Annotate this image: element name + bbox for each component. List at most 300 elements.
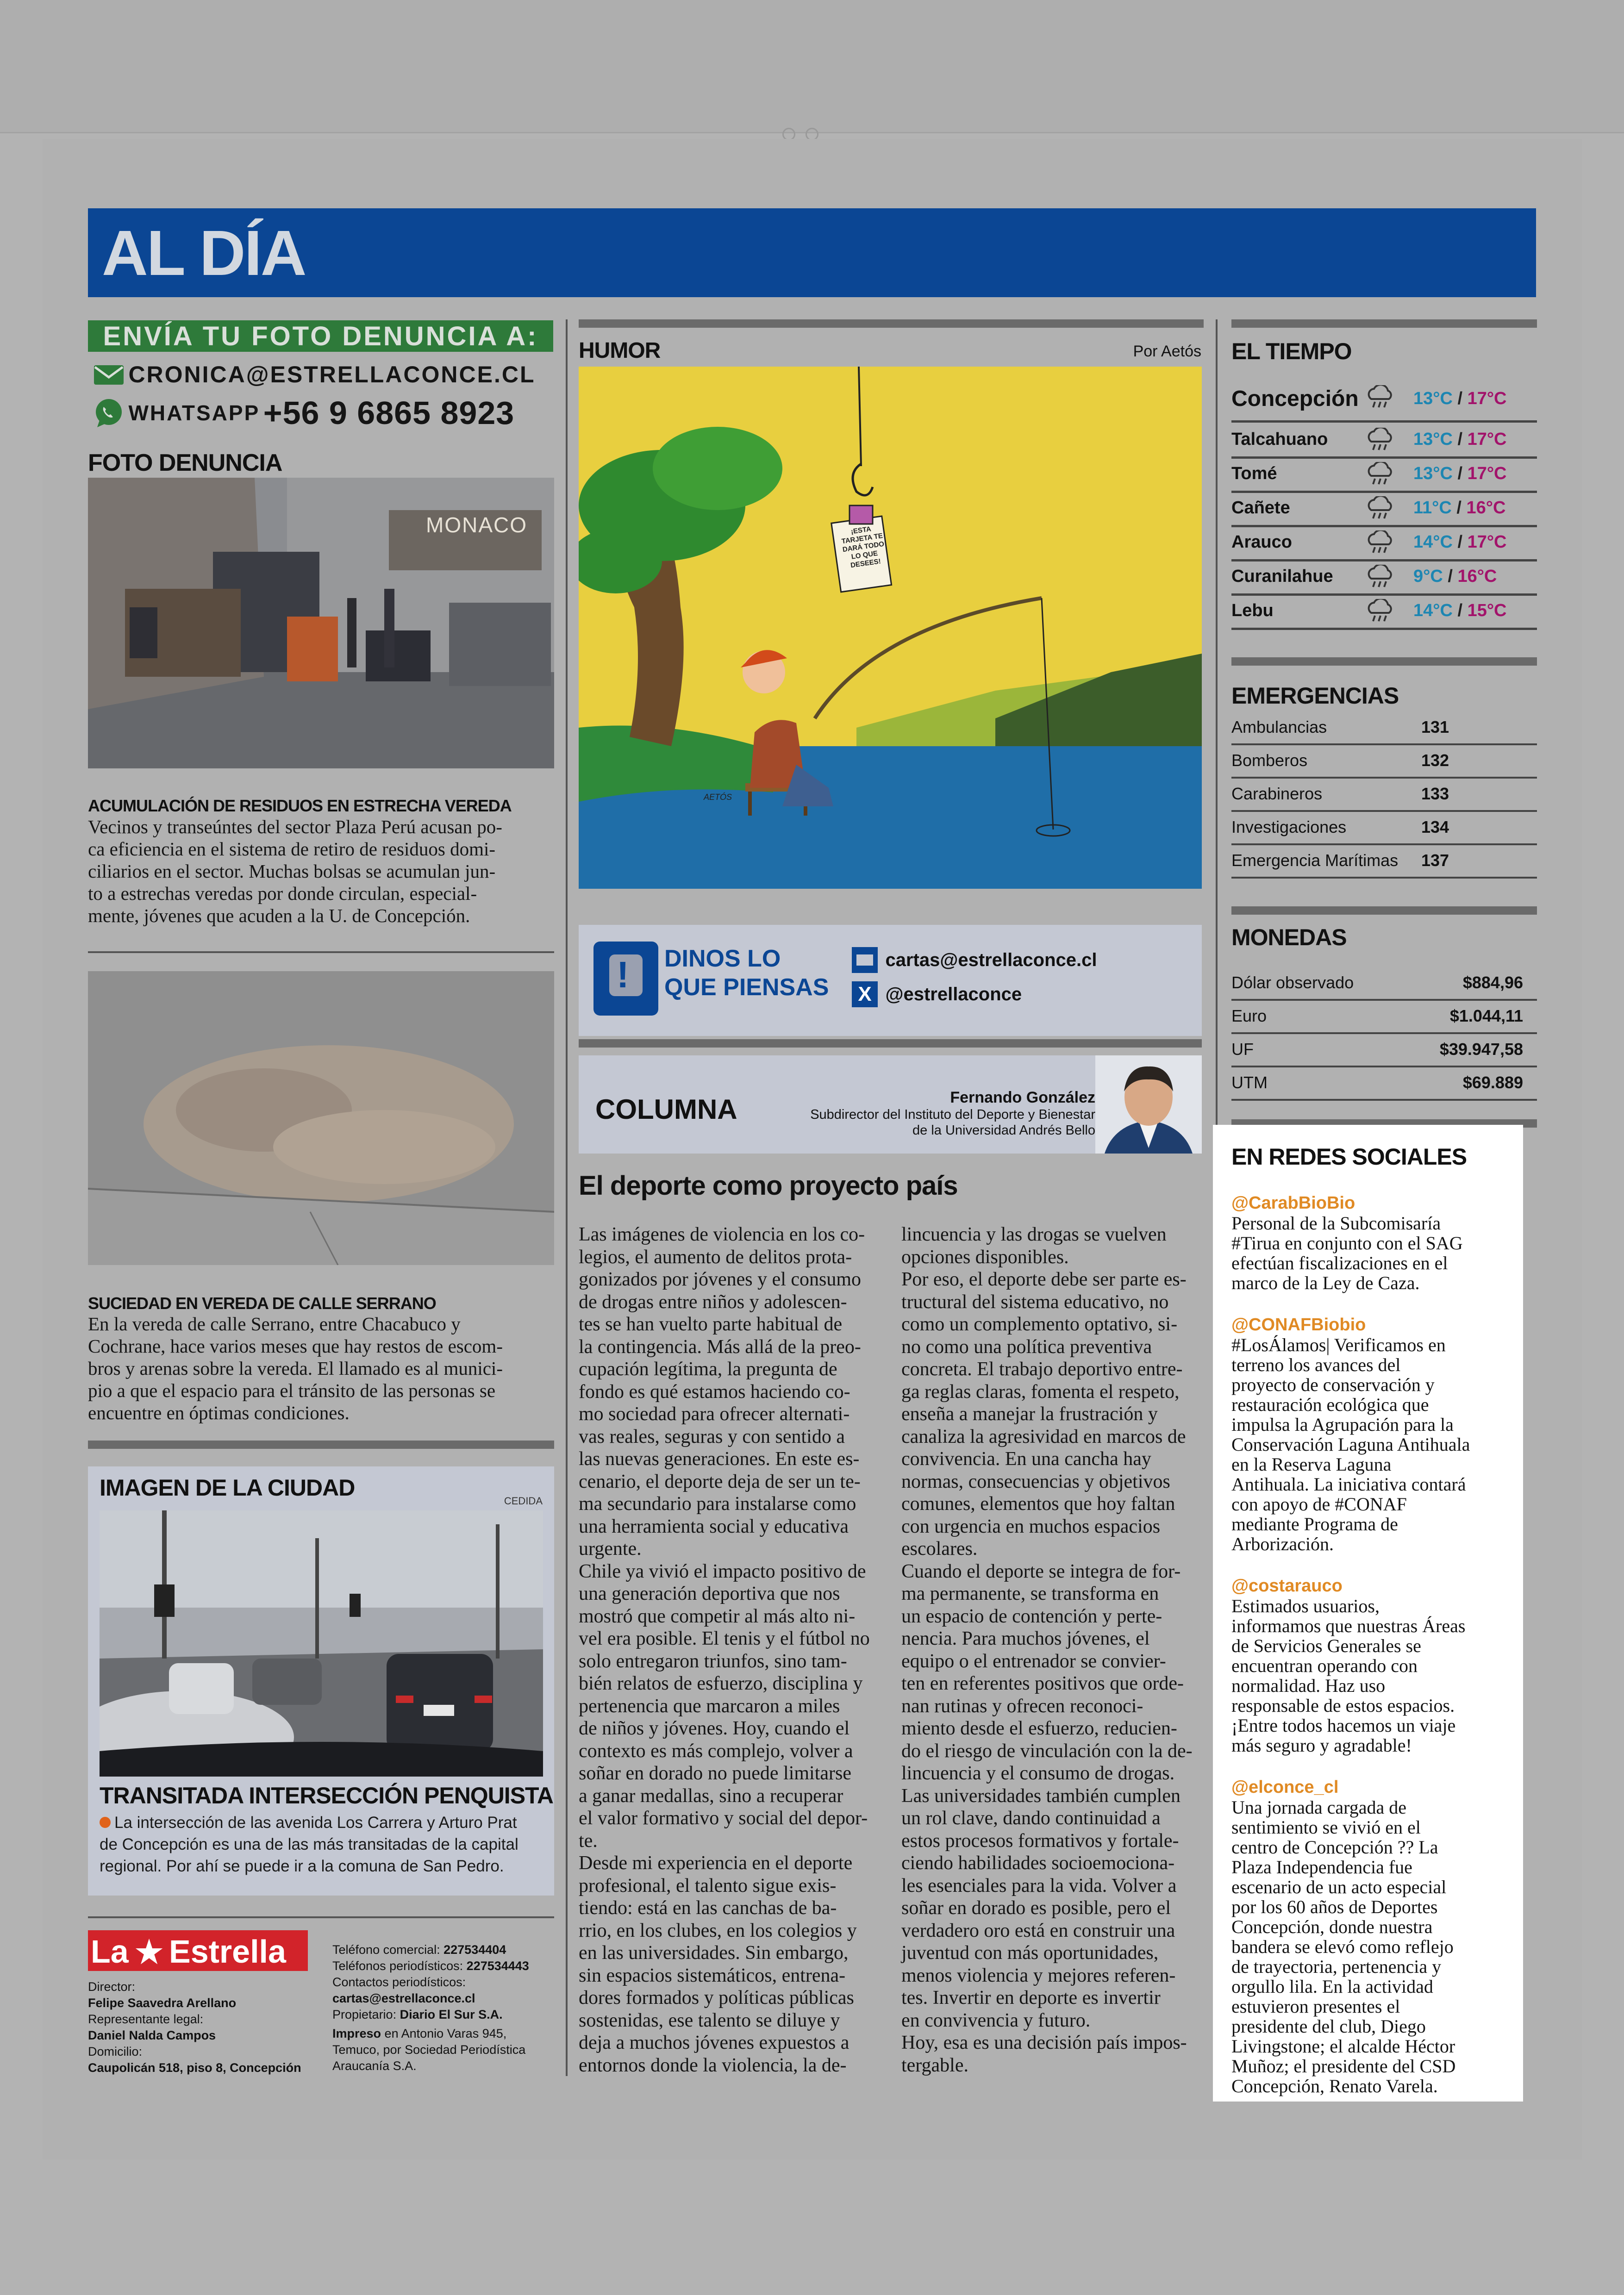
column-line: una herramienta social y educativa — [579, 1515, 849, 1537]
x-icon: X — [852, 981, 878, 1007]
column-line: nencia. Para muchos jóvenes, el — [901, 1628, 1150, 1649]
column-line: convivencia. En una cancha hay — [901, 1448, 1151, 1470]
weather-temps — [1413, 464, 1507, 484]
social-post-line: mediante Programa de — [1231, 1514, 1398, 1534]
cartoon-sign-text: ¡ESTA TARJETA TE DARÁ TODO LO QUE DESEES! — [841, 525, 885, 570]
staff-line: Director: — [88, 1980, 136, 1994]
column-line: con urgencia en muchos espacios — [901, 1515, 1161, 1537]
social-post — [1231, 1193, 1518, 1293]
emergency-row — [1231, 844, 1537, 879]
rain-cloud-icon — [1365, 565, 1394, 589]
divider-thick — [579, 319, 1204, 328]
dinos-panel — [579, 925, 1202, 1036]
column-line: dores formados y políticas públicas — [579, 1987, 854, 2008]
temp-low: 13°C — [1413, 464, 1453, 483]
column-line: urgente. — [579, 1538, 642, 1559]
trash-photo — [88, 478, 554, 768]
emergency-row — [1231, 811, 1537, 845]
social-post-line: Concepción, Renato Varela. — [1231, 2076, 1438, 2096]
currency-row — [1231, 1066, 1537, 1101]
emergencias-title: EMERGENCIAS — [1231, 683, 1399, 709]
column-line: Desde mi experiencia en el deporte — [579, 1852, 853, 1874]
social-post-line: terreno los avances del — [1231, 1354, 1401, 1375]
social-post-line: Conservación Laguna Antihuala — [1231, 1434, 1470, 1455]
weather-row — [1231, 594, 1537, 630]
currency-label: Euro — [1231, 1006, 1267, 1025]
column-line: comunes, elementos que hoy faltan — [901, 1493, 1175, 1515]
currency-label: Dólar observado — [1231, 973, 1354, 992]
temp-low: 14°C — [1413, 601, 1453, 620]
staff-line: Domicilio: — [88, 2045, 143, 2058]
column-text-right — [901, 1223, 1207, 2077]
currency-value: $884,96 — [1462, 973, 1523, 992]
column-line: do el riesgo de vinculación con la de- — [901, 1740, 1193, 1762]
column-line: una generación deportiva que nos — [579, 1583, 840, 1604]
column-line: sostenidas, ese talento se diluye y — [579, 2009, 840, 2031]
column-line: normas, consecuencias y objetivos — [901, 1471, 1170, 1492]
column-line: mo sociedad para ofrecer alternati- — [579, 1403, 850, 1425]
item2-line: En la vereda de calle Serrano, entre Chacabuco y — [88, 1313, 461, 1335]
column-line: de drogas entre niños y adolescen- — [579, 1291, 847, 1313]
weather-city: Cañete — [1231, 498, 1290, 518]
column-line: te. — [579, 1830, 598, 1852]
emergency-label: Investigaciones — [1231, 817, 1347, 836]
column-text-left — [579, 1223, 884, 2077]
dinos-email[interactable]: cartas@estrellaconce.cl — [885, 949, 1097, 970]
column-line: ma secundario para instalarse como — [579, 1493, 856, 1515]
temp-high: 16°C — [1466, 498, 1506, 518]
temp-high: 17°C — [1467, 430, 1507, 449]
whatsapp-icon — [93, 397, 125, 429]
column-line: Hoy, esa es una decisión país impos- — [901, 2032, 1187, 2053]
social-post-body — [1231, 1213, 1518, 1293]
column-line: equipo o el entrenador se convier- — [901, 1650, 1166, 1672]
temp-low: 13°C — [1413, 389, 1453, 408]
mail-icon — [852, 947, 878, 973]
emergency-row — [1231, 744, 1537, 779]
column-line: ten en referentes positivos que orde- — [901, 1673, 1184, 1694]
weather-row — [1231, 457, 1537, 493]
social-post — [1231, 1777, 1518, 2096]
social-post-line: proyecto de conservación y — [1231, 1374, 1435, 1395]
logo-la: La — [91, 1933, 129, 1970]
social-post-line: de Servicios Generales se — [1231, 1635, 1421, 1656]
social-handle[interactable]: @elconce_cl — [1231, 1777, 1339, 1797]
column-line: enseña a manejar la frustración y — [901, 1403, 1158, 1425]
weather-city: Curanilahue — [1231, 567, 1333, 586]
social-post-line: #LosÁlamos| Verificamos en — [1231, 1335, 1446, 1355]
weather-temps — [1413, 532, 1507, 552]
temp-separator: / — [1452, 601, 1468, 620]
temp-separator: / — [1452, 532, 1468, 552]
currency-value: $39.947,58 — [1439, 1040, 1523, 1059]
dinos-label-line: QUE PIENSAS — [664, 974, 829, 1001]
city-image-panel — [88, 1466, 554, 1896]
emergency-row — [1231, 711, 1537, 745]
social-post-line: bandera se elevó como reflejo — [1231, 1936, 1454, 1957]
social-handle[interactable]: @costarauco — [1231, 1576, 1343, 1596]
staff-line: Daniel Nalda Campos — [88, 2028, 216, 2042]
social-post-line: orgullo lila. En la actividad — [1231, 1976, 1433, 1997]
monedas-title: MONEDAS — [1231, 924, 1347, 950]
column-line: no como una política preventiva — [901, 1336, 1152, 1358]
weather-row — [1231, 423, 1537, 459]
social-post-line: responsable de estos espacios. — [1231, 1695, 1455, 1716]
weather-temps — [1413, 389, 1507, 409]
photo-report-banner: ENVÍA TU FOTO DENUNCIA A: — [88, 320, 553, 352]
social-post-line: Antihuala. La iniciativa contará — [1231, 1474, 1466, 1495]
city-image-title: IMAGEN DE LA CIUDAD — [100, 1475, 355, 1501]
temp-separator: / — [1443, 567, 1458, 586]
weather-row — [1231, 492, 1537, 527]
social-post-line: encuentran operando con — [1231, 1655, 1418, 1676]
column-line: la contingencia. Más allá de la preo- — [579, 1336, 861, 1358]
temp-separator: / — [1452, 464, 1468, 483]
humor-author: Por Aetós — [1133, 343, 1201, 360]
social-post-line: con apoyo de #CONAF — [1231, 1494, 1407, 1515]
mail-icon — [93, 363, 125, 386]
emergency-label: Emergencia Marítimas — [1231, 851, 1399, 870]
contact-value: Diario El Sur S.A. — [400, 2008, 503, 2021]
column-line: Chile ya vivió el impacto positivo de — [579, 1560, 866, 1582]
temp-high: 17°C — [1467, 464, 1507, 483]
column-line: contexto es más complejo, volver a — [579, 1740, 853, 1762]
temp-separator: / — [1452, 430, 1468, 449]
social-post-body — [1231, 1335, 1518, 1554]
photo-credit: CEDIDA — [504, 1495, 543, 1507]
column-line: opciones disponibles. — [901, 1246, 1069, 1268]
staff-line: Representante legal: — [88, 2012, 204, 2026]
emergency-number[interactable]: 137 — [1421, 851, 1449, 870]
column-line: el valor formativo y social del depor- — [579, 1808, 868, 1829]
contact-label: Temuco, por Sociedad Periodística — [332, 2043, 526, 2057]
temp-low: 13°C — [1413, 430, 1453, 449]
masthead-staff — [88, 1979, 301, 2076]
column-line: en las universidades. Sin embargo, — [579, 1942, 849, 1964]
social-post-line: en la Reserva Laguna — [1231, 1454, 1392, 1475]
column-line: legios, el aumento de delitos prota- — [579, 1246, 852, 1268]
divider-thick — [1231, 657, 1537, 666]
humor-cartoon — [579, 367, 1202, 889]
column-line: estos procesos formativos y fortale- — [901, 1830, 1179, 1852]
column-line: deja a muchos jóvenes expuestos a — [579, 2032, 849, 2053]
section-title: AL DÍA — [102, 218, 306, 289]
masthead-contacts — [332, 1942, 529, 2074]
viewer-top-bar — [0, 0, 1624, 133]
column-line: Cuando el deporte se integra de for- — [901, 1560, 1181, 1582]
social-post-line: Estimados usuarios, — [1231, 1596, 1380, 1616]
social-post-body — [1231, 1596, 1518, 1755]
city-headline: TRANSITADA INTERSECCIÓN PENQUISTA — [100, 1783, 553, 1809]
item2-line: Cochrane, hace varios meses que hay restos de escom- — [88, 1335, 503, 1357]
social-post-line: efectúan fiscalizaciones en el — [1231, 1253, 1448, 1273]
dinos-email-line[interactable] — [852, 947, 1097, 973]
temp-high: 17°C — [1467, 389, 1507, 408]
column-header — [579, 1055, 1202, 1154]
contact-label: Propietario: — [332, 2008, 400, 2021]
weather-temps — [1413, 498, 1505, 518]
column-line: ma permanente, se transforma en — [901, 1583, 1159, 1604]
weather-temps — [1413, 567, 1497, 586]
column-line: entornos donde la violencia, la de- — [579, 2054, 847, 2076]
contact-label: Impreso — [332, 2027, 381, 2040]
emergency-number[interactable]: 134 — [1421, 817, 1449, 836]
column-line: miento desde el esfuerzo, reducien- — [901, 1718, 1177, 1739]
contact-label: Contactos periodísticos: — [332, 1975, 466, 1989]
item2-line: encuentre en óptimas condiciones. — [88, 1402, 350, 1423]
social-post — [1231, 1315, 1518, 1554]
currency-value: $69.889 — [1462, 1073, 1523, 1092]
column-line: lincuencia y el consumo de drogas. — [901, 1763, 1175, 1784]
la-estrella-logo — [88, 1930, 308, 1971]
whatsapp-label: WHATSAPP — [128, 401, 260, 425]
emergency-label: Carabineros — [1231, 784, 1323, 803]
currency-row — [1231, 967, 1537, 1001]
currency-row — [1231, 1000, 1537, 1034]
divider-thick — [1231, 906, 1537, 915]
currency-label: UF — [1231, 1040, 1254, 1059]
emergency-row — [1231, 778, 1537, 812]
foto-denuncia-title: FOTO DENUNCIA — [88, 449, 282, 476]
weather-temps — [1413, 601, 1507, 621]
column-line: pertenencia que marcaron a miles — [579, 1695, 840, 1717]
city-caption — [100, 1812, 544, 1877]
staff-line: Caupolicán 518, piso 8, Concepción — [88, 2061, 301, 2075]
report-email-line[interactable] — [93, 361, 536, 389]
item1-line: Vecinos y transeúntes del sector Plaza Perú acusan po- — [88, 816, 502, 837]
column-line: canaliza la agresividad en marcos de — [901, 1426, 1186, 1447]
temp-low: 9°C — [1413, 567, 1443, 586]
item2-line: bros y arenas sobre la vereda. El llamado es al munici- — [88, 1358, 503, 1379]
column-line: profesional, el talento sigue exis- — [579, 1875, 837, 1896]
social-post-line: escenario de un acto especial — [1231, 1877, 1447, 1897]
currency-row — [1231, 1033, 1537, 1067]
column-line: tes. Invertir en deporte es invertir — [901, 1987, 1161, 2008]
item2-line: pio a que el espacio para el tránsito de las personas se — [88, 1380, 496, 1401]
weather-city: Concepción — [1231, 387, 1359, 411]
weather-city: Lebu — [1231, 601, 1274, 620]
column-line: tes se han vuelto parte habitual de — [579, 1314, 843, 1335]
rain-cloud-icon — [1365, 428, 1394, 452]
contact-value: 227534404 — [443, 1943, 506, 1957]
column-line: soñar en dorado es posible, pero el — [901, 1897, 1171, 1919]
social-post-line: sentimiento se vivió en el — [1231, 1817, 1421, 1838]
temp-separator: / — [1452, 389, 1468, 408]
weather-temps — [1413, 430, 1507, 449]
social-title: EN REDES SOCIALES — [1231, 1144, 1467, 1170]
column-line: cupación legítima, la pregunta de — [579, 1359, 837, 1380]
divider-thick — [1231, 319, 1537, 328]
humor-title: HUMOR — [579, 338, 661, 363]
column-line: solo entregaron triunfos, sino tam- — [579, 1650, 847, 1672]
social-handle[interactable]: @CarabBioBio — [1231, 1193, 1355, 1213]
weather-row — [1231, 380, 1537, 423]
sidewalk-photo — [88, 971, 554, 1265]
item2-body — [88, 1313, 556, 1424]
contact-label: Araucanía S.A. — [332, 2059, 417, 2073]
column-title: El deporte como proyecto país — [579, 1171, 958, 1201]
column-line: menos violencia y mejores referen- — [901, 1964, 1176, 1986]
divider-thick — [579, 1039, 1202, 1048]
column-line: bién relatos de esfuerzo, disciplina y — [579, 1673, 863, 1694]
social-post-line: informamos que nuestras Áreas — [1231, 1615, 1466, 1636]
contact-email[interactable]: cartas@estrellaconce.cl — [332, 1991, 475, 2005]
author-photo — [1095, 1055, 1202, 1154]
item1-headline: ACUMULACIÓN DE RESIDUOS EN ESTRECHA VEREDA — [88, 796, 512, 815]
column-author: Fernando González — [950, 1089, 1095, 1106]
social-post-line: #Tirua en conjunto con el SAG — [1231, 1233, 1463, 1254]
social-post-line: marco de la Ley de Caza. — [1231, 1272, 1420, 1293]
social-post-line: impulsa la Agrupación para la — [1231, 1414, 1454, 1435]
column-author-block — [810, 1089, 1095, 1138]
temp-high: 15°C — [1467, 601, 1507, 620]
rain-cloud-icon — [1365, 385, 1394, 409]
column-line: concreta. El trabajo deportivo entre- — [901, 1359, 1183, 1380]
column-line: ga reglas claras, fomenta el respeto, — [901, 1381, 1180, 1403]
bullet-icon — [100, 1817, 111, 1828]
dinos-x-line[interactable] — [852, 981, 1022, 1007]
item1-body — [88, 816, 556, 927]
column-line: escolares. — [901, 1538, 978, 1559]
social-post-line: estuvieron presentes el — [1231, 1996, 1400, 2017]
item1-line: mente, jóvenes que acuden a la U. de Concepción. — [88, 905, 470, 926]
report-whatsapp-line[interactable] — [93, 394, 514, 431]
column-role: de la Universidad Andrés Bello — [912, 1123, 1095, 1138]
social-post-line: restauración ecológica que — [1231, 1394, 1429, 1415]
column-line: fondo es qué estamos haciendo co- — [579, 1381, 850, 1403]
contact-value: 227534443 — [466, 1959, 529, 1973]
column-separator — [566, 319, 568, 2076]
social-post — [1231, 1576, 1518, 1755]
weather-city: Tomé — [1231, 464, 1277, 483]
currency-value: $1.044,11 — [1449, 1006, 1523, 1025]
column-line: gonizados por jóvenes y el consumo — [579, 1269, 862, 1290]
rain-cloud-icon — [1365, 462, 1394, 486]
column-line: Las universidades también cumplen — [901, 1785, 1181, 1807]
weather-row — [1231, 526, 1537, 561]
rain-cloud-icon — [1365, 599, 1394, 623]
column-line: las nuevas generaciones. En este es- — [579, 1448, 860, 1470]
temp-high: 17°C — [1467, 532, 1507, 552]
column-line: rrio, en los clubes, en los colegios y — [579, 1920, 857, 1941]
social-post-line: por los 60 años de Deportes — [1231, 1896, 1438, 1917]
rain-cloud-icon — [1365, 496, 1394, 520]
column-line: soñar en dorado no puede limitarse — [579, 1763, 851, 1784]
contact-label: Teléfonos periodísticos: — [332, 1959, 467, 1973]
storefront-sign: MONACO — [426, 513, 527, 537]
city-photo — [100, 1510, 543, 1777]
social-post-line: de trayectoria, pertenencia y — [1231, 1956, 1442, 1977]
city-caption-line: de Concepción es una de las más transitadas de la capital — [100, 1835, 518, 1853]
social-post-line: Livingstone; el alcalde Héctor — [1231, 2036, 1455, 2057]
column-line: Las imágenes de violencia en los co- — [579, 1224, 865, 1245]
column-line: mostró que competir al más alto ni- — [579, 1605, 856, 1627]
dinos-x-handle[interactable]: @estrellaconce — [885, 984, 1022, 1004]
column-line: nan rutinas y ofrecen reconoci- — [901, 1695, 1143, 1717]
logo-estrella: Estrella — [169, 1933, 286, 1970]
item1-line: to a estrechas veredas por donde circulan, especial- — [88, 883, 477, 904]
column-line: vas reales, seguras y con sentido a — [579, 1426, 845, 1447]
social-handle[interactable]: @CONAFBiobio — [1231, 1315, 1366, 1335]
column-line: Por eso, el deporte debe ser parte es- — [901, 1269, 1187, 1290]
column-role: Subdirector del Instituto del Deporte y Bienestar — [810, 1107, 1095, 1122]
column-line: de niños y jóvenes. Hoy, cuando el — [579, 1718, 850, 1739]
rain-cloud-icon — [1365, 530, 1394, 555]
column-line: un espacio de contención y perte- — [901, 1605, 1162, 1627]
column-line: cenario, el deporte deja de ser un te- — [579, 1471, 861, 1492]
column-line: tiendo: está en las canchas de ba- — [579, 1897, 837, 1919]
contact-label: Teléfono comercial: — [332, 1943, 444, 1957]
staff-line: Felipe Saavedra Arellano — [88, 1996, 237, 2010]
divider — [88, 1916, 554, 1918]
temp-separator: / — [1451, 498, 1467, 518]
dinos-label — [664, 944, 829, 1002]
social-post-line: Arborización. — [1231, 1534, 1334, 1554]
social-post-line: centro de Concepción ?? La — [1231, 1837, 1438, 1858]
column-line: vel era posible. El tenis y el fútbol no — [579, 1628, 870, 1649]
social-post-line: Concepción, donde nuestra — [1231, 1916, 1433, 1937]
column-line: lincuencia y las drogas se vuelven — [901, 1224, 1167, 1245]
currency-label: UTM — [1231, 1073, 1268, 1092]
emergency-number[interactable]: 133 — [1421, 784, 1449, 803]
social-posts — [1231, 1193, 1518, 2118]
column-line: ciendo habilidades socioemociona- — [901, 1852, 1175, 1874]
weather-city: Arauco — [1231, 532, 1292, 552]
emergency-label: Ambulancias — [1231, 717, 1327, 736]
emergency-number[interactable]: 132 — [1421, 751, 1449, 770]
social-post-line: Plaza Independencia fue — [1231, 1857, 1412, 1877]
weather-title: EL TIEMPO — [1231, 338, 1352, 364]
item2-headline: SUCIEDAD EN VEREDA DE CALLE SERRANO — [88, 1294, 436, 1313]
column-line: les esenciales para la vida. Volver a — [901, 1875, 1177, 1896]
item1-line: ciliarios en el sector. Muchas bolsas se acumulan jun- — [88, 861, 496, 882]
emergency-number[interactable]: 131 — [1421, 717, 1449, 736]
column-line: un rol clave, dando continuidad a — [901, 1808, 1161, 1829]
social-post-line: normalidad. Haz uso — [1231, 1675, 1386, 1696]
section-header — [88, 208, 1536, 297]
star-icon: ★ — [133, 1933, 165, 1972]
city-caption-line: La intersección de las avenida Los Carrera y Arturo Prat — [114, 1814, 517, 1832]
social-panel — [1213, 1125, 1523, 2102]
speech-bubble-icon: ! — [593, 942, 658, 1016]
social-post-line: Una jornada cargada de — [1231, 1797, 1406, 1818]
column-label: COLUMNA — [595, 1094, 737, 1125]
item1-line: ca eficiencia en el sistema de retiro de residuos domi- — [88, 838, 495, 860]
column-line: juventud con más oportunidades, — [901, 1942, 1159, 1964]
contact-value: en Antonio Varas 945, — [381, 2027, 507, 2040]
column-line: tergable. — [901, 2054, 968, 2076]
city-caption-line: regional. Por ahí se puede ir a la comuna de San Pedro. — [100, 1857, 504, 1875]
column-line: en convivencia y futuro. — [901, 2009, 1091, 2031]
temp-high: 16°C — [1457, 567, 1497, 586]
emergency-label: Bomberos — [1231, 751, 1308, 770]
whatsapp-number[interactable]: +56 9 6865 8923 — [263, 395, 515, 431]
column-line: tructural del sistema educativo, no — [901, 1291, 1169, 1313]
social-post-line: más seguro y agradable! — [1231, 1735, 1412, 1756]
divider — [88, 951, 554, 953]
social-post-line: presidente del club, Diego — [1231, 2016, 1426, 2037]
dinos-label-line: DINOS LO — [664, 945, 781, 972]
weather-row — [1231, 560, 1537, 596]
weather-city: Talcahuano — [1231, 430, 1328, 449]
column-line: sin espacios sistemáticos, entrena- — [579, 1964, 846, 1986]
report-email[interactable]: CRONICA@ESTRELLACONCE.CL — [128, 362, 536, 387]
social-post-line: Personal de la Subcomisaría — [1231, 1213, 1441, 1234]
social-post-line: Muñoz; el presidente del CSD — [1231, 2056, 1456, 2077]
social-post-body — [1231, 1797, 1518, 2096]
temp-low: 14°C — [1413, 532, 1453, 552]
temp-low: 11°C — [1413, 498, 1452, 518]
